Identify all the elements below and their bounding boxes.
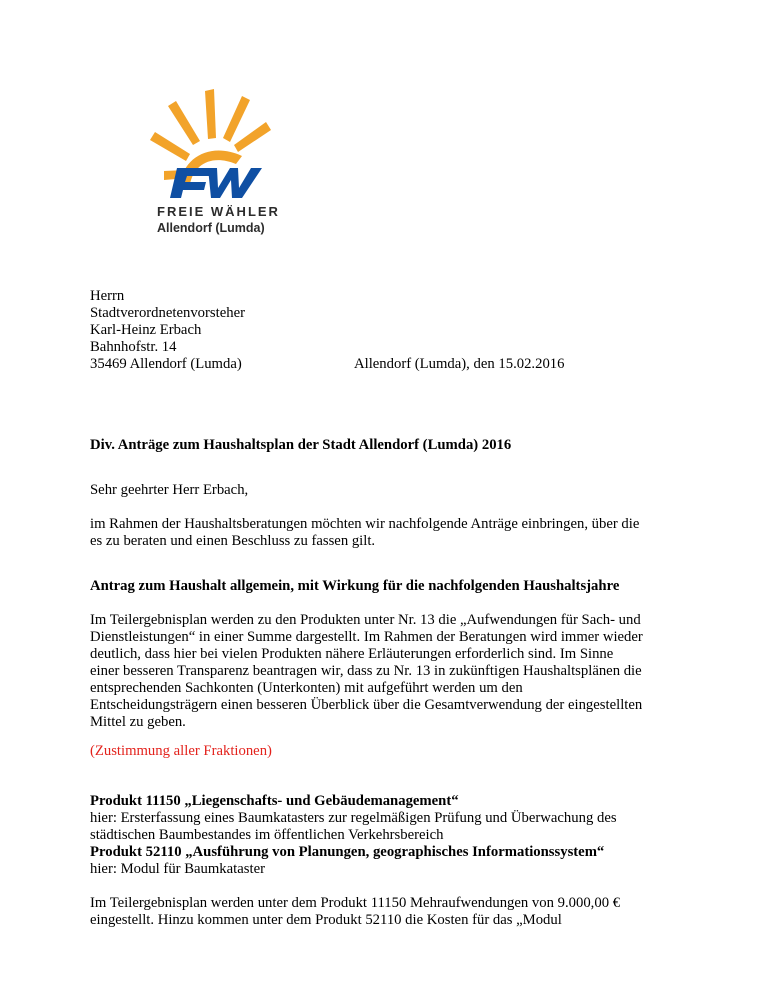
section1-body-line-1: Im Teilergebnisplan werden zu den Produkten unter Nr. 13 die „Aufwendungen für Sach- und (90, 612, 641, 628)
logo-name: FREIE WÄHLER (157, 204, 280, 219)
product-52110-desc: hier: Modul für Baumkataster (90, 861, 265, 877)
section1-body-line-3: deutlich, dass hier bei vielen Produkten nähere Erläuterungen erforderlich sind. Im Sinne (90, 646, 614, 662)
product-11150-heading: Produkt 11150 „Liegenschafts- und Gebäudemanagement“ (90, 793, 459, 809)
product-11150-desc-line-2: städtischen Baumbestandes im öffentlichen Verkehrsbereich (90, 827, 444, 843)
section1-heading: Antrag zum Haushalt allgemein, mit Wirkung für die nachfolgenden Haushaltsjahre (90, 578, 620, 594)
section2-body-line-1: Im Teilergebnisplan werden unter dem Produkt 11150 Mehraufwendungen von 9.000,00 € (90, 895, 621, 911)
recipient-name: Karl-Heinz Erbach (90, 322, 202, 338)
section1-body-line-4: einer besseren Transparenz beantragen wir, dass zu Nr. 13 in zukünftigen Haushaltsplänen die (90, 663, 642, 679)
recipient-city: 35469 Allendorf (Lumda) (90, 356, 242, 372)
section1-body-line-2: Dienstleistungen“ in einer Summe dargestellt. Im Rahmen der Beratungen wird immer wieder (90, 629, 643, 645)
section1-body-line-6: Entscheidungsträgern einen besseren Überblick über die Gesamtverwendung der eingestellten (90, 697, 643, 713)
recipient-salutation: Herrn (90, 288, 125, 304)
fw-monogram (170, 168, 262, 198)
recipient-address (90, 288, 245, 373)
subject-line: Div. Anträge zum Haushaltsplan der Stadt Allendorf (Lumda) 2016 (90, 437, 512, 453)
recipient-title: Stadtverordnetenvorsteher (90, 305, 245, 321)
logo-location: Allendorf (Lumda) (157, 221, 265, 235)
product-11150-desc-line-1: hier: Ersterfassung eines Baumkatasters zur regelmäßigen Prüfung und Überwachung des (90, 810, 617, 826)
intro-line-2: es zu beraten und einen Beschluss zu fassen gilt. (90, 533, 376, 549)
intro-line-1: im Rahmen der Haushaltsberatungen möchten wir nachfolgende Anträge einbringen, über die (90, 516, 640, 532)
product-52110-heading: Produkt 52110 „Ausführung von Planungen, geographisches Informationssystem“ (90, 844, 605, 860)
date-line: Allendorf (Lumda), den 15.02.2016 (354, 356, 565, 372)
section1-body-line-5: entsprechenden Sachkonten (Unterkonten) mit aufgeführt werden um den (90, 680, 523, 696)
section1-result: (Zustimmung aller Fraktionen) (90, 743, 272, 759)
greeting: Sehr geehrter Herr Erbach, (90, 482, 249, 498)
section2-body-line-2: eingestellt. Hinzu kommen unter dem Produkt 52110 die Kosten für das „Modul (90, 912, 562, 928)
section1-body-line-7: Mittel zu geben. (90, 714, 186, 730)
recipient-street: Bahnhofstr. 14 (90, 339, 177, 355)
